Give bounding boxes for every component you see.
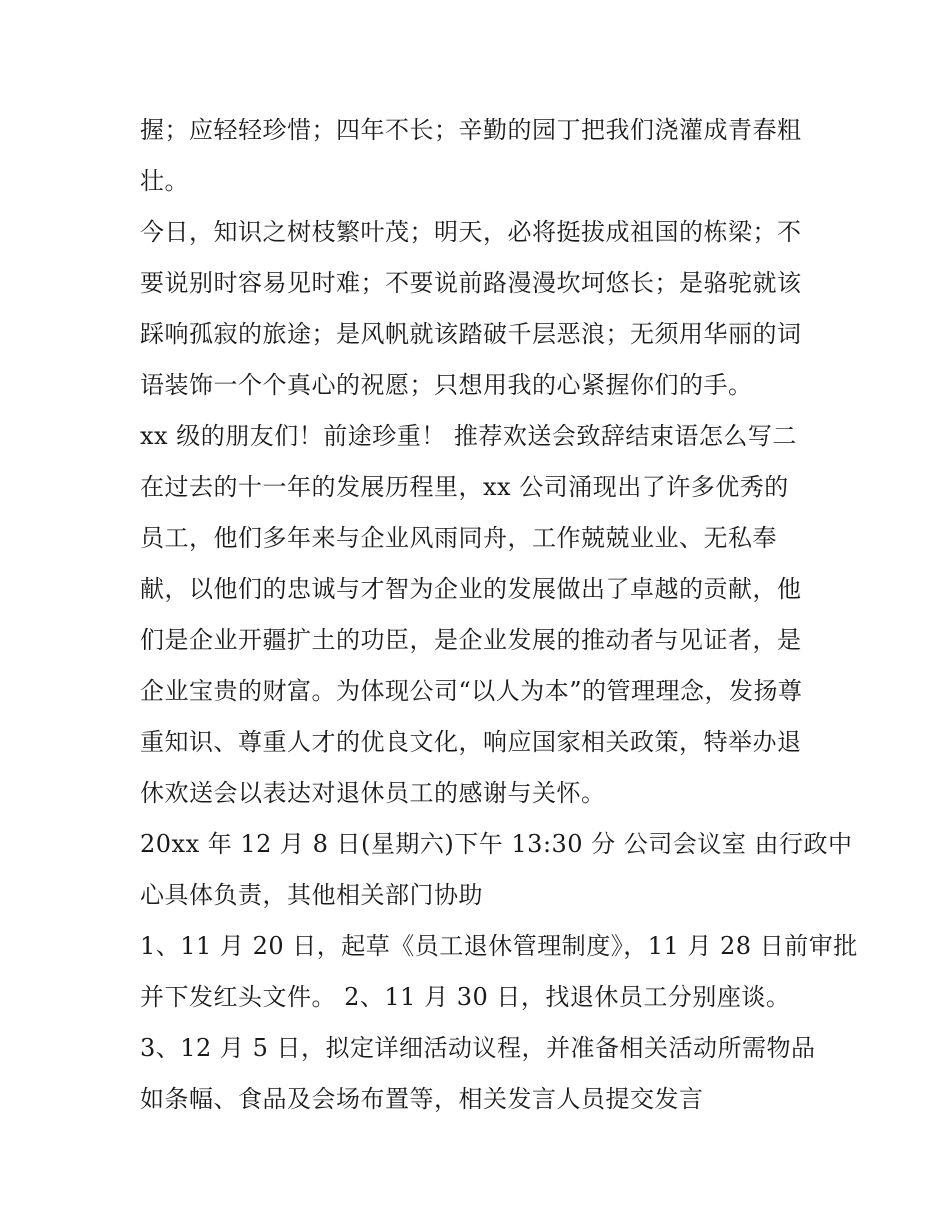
text-line: 20xx 年 12 月 8 日(星期六)下午 13:30 分 公司会议室 由行政中 [140, 830, 853, 858]
text-line: 要说别时容易见时难；不要说前路漫漫坎坷悠长；是骆驼就该 [140, 269, 802, 297]
text-line: 握；应轻轻珍惜；四年不长；辛勤的园丁把我们浇灌成青春粗 [140, 116, 802, 144]
text-line: 休欢送会以表达对退休员工的感谢与关怀。 [140, 779, 606, 807]
text-line: 今日，知识之树枝繁叶茂；明天，必将挺拔成祖国的栋梁；不 [140, 218, 802, 246]
text-line: 语装饰一个个真心的祝愿；只想用我的心紧握你们的手。 [140, 371, 753, 399]
text-line: 献，以他们的忠诚与才智为企业的发展做出了卓越的贡献，他 [140, 575, 802, 603]
text-line: xx 级的朋友们！前途珍重！ 推荐欢送会致辞结束语怎么写二 [140, 422, 797, 450]
text-line: 在过去的十一年的发展历程里，xx 公司涌现出了许多优秀的 [140, 473, 789, 501]
text-line: 如条幅、食品及会场布置等，相关发言人员提交发言 [140, 1085, 704, 1113]
text-line: 3、12 月 5 日，拟定详细活动议程，并准备相关活动所需物品 [140, 1034, 816, 1062]
text-line: 们是企业开疆扩土的功臣，是企业发展的推动者与见证者，是 [140, 626, 802, 654]
text-line: 壮。 [140, 167, 189, 195]
document-body [140, 105, 858, 1125]
text-line: 1、11 月 20 日，起草《员工退休管理制度》，11 月 28 日前审批 [140, 932, 858, 960]
text-line: 员工，他们多年来与企业风雨同舟，工作兢兢业业、无私奉 [140, 524, 777, 552]
text-line: 踩响孤寂的旅途；是风帆就该踏破千层恶浪；无须用华丽的词 [140, 320, 802, 348]
text-line: 并下发红头文件。 2、11 月 30 日，找退休员工分别座谈。 [140, 983, 791, 1011]
text-line: 重知识、尊重人才的优良文化，响应国家相关政策，特举办退 [140, 728, 802, 756]
text-line: 心具体负责，其他相关部门协助 [140, 881, 483, 909]
text-line: 企业宝贵的财富。为体现公司“以人为本”的管理理念，发扬尊 [140, 677, 803, 705]
